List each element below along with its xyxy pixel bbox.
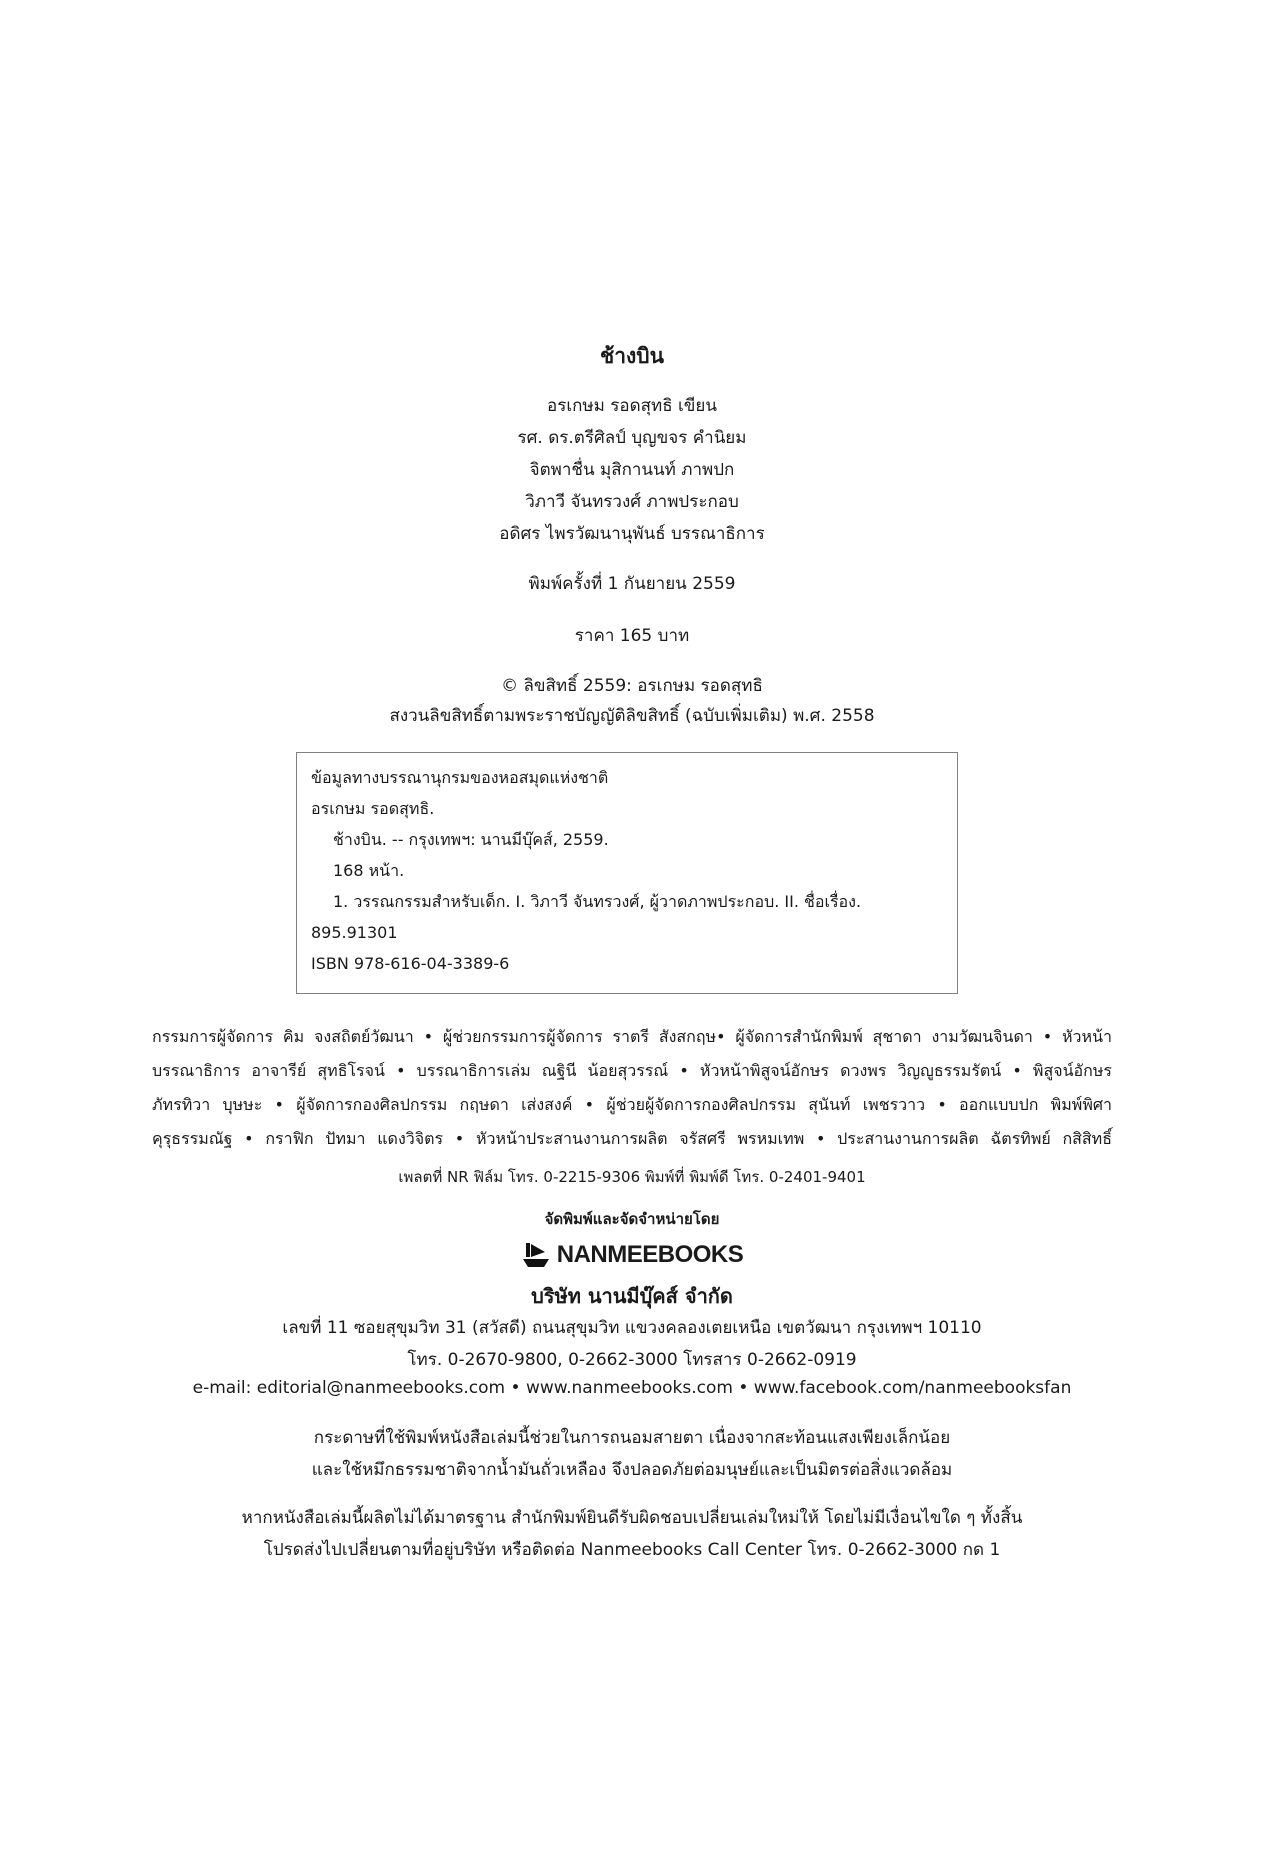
copyright-line: © ลิขสิทธิ์ 2559: อรเกษม รอดสุทธิ xyxy=(501,676,763,696)
publisher-contacts: e-mail: editorial@nanmeebooks.com • www.nanmeebooks.com • www.facebook.com/nanmeebooksfan xyxy=(192,1378,1072,1398)
staff-line: บรรณาธิการ อาจารีย์ สุทธิโรจน์ • บรรณาธิการเล่ม ณฐินี น้อยสุวรรณ์ • หัวหน้าพิสูจน์อักษร ดวงพร วิญญูธรรมรัตน์ • พิสูจน์อักษร xyxy=(152,1061,1112,1080)
staff-credits xyxy=(152,1020,1112,1156)
credit-cover-art: จิตพาชื่น มุสิกานนท์ ภาพปก xyxy=(529,460,735,480)
edition-line: พิมพ์ครั้งที่ 1 กันยายน 2559 xyxy=(528,574,736,594)
staff-line: กรรมการผู้จัดการ คิม จงสถิตย์วัฒนา • ผู้ช่วยกรรมการผู้จัดการ ราตรี สังสกฤษ• ผู้จัดการสำนักพิมพ์ สุชาดา งามวัฒนจินดา • หัวหน้า xyxy=(152,1027,1112,1046)
publisher-address: เลขที่ 11 ซอยสุขุมวิท 31 (สวัสดี) ถนนสุขุมวิท แขวงคลองเตยเหนือ เขตวัฒนา กรุงเทพฯ 10110 xyxy=(282,1318,982,1338)
credit-illustrations: วิภาวี จันทรวงศ์ ภาพประกอบ xyxy=(525,492,739,512)
staff-line: ภัทรทิวา บุษษะ • ผู้จัดการกองศิลปกรรม กฤษดา เส่งสงค์ • ผู้ช่วยผู้จัดการกองศิลปกรรม สุนันท์ เพชรวาว • ออกแบบปก พิมพ์พิศา xyxy=(152,1095,1112,1114)
credit-author: อรเกษม รอดสุทธิ เขียน xyxy=(546,396,718,416)
cip-title: ช้างบิน. -- กรุงเทพฯ: นานมีบุ๊คส์, 2559. xyxy=(333,830,609,849)
paper-note-line: และใช้หมึกธรรมชาติจากน้ำมันถั่วเหลือง จึงปลอดภัยต่อมนุษย์และเป็นมิตรต่อสิ่งแวดล้อม xyxy=(311,1460,953,1480)
cip-class-number: 895.91301 xyxy=(311,923,398,942)
logo-wordmark: NANMEEBOOKS xyxy=(556,1241,744,1268)
staff-line: คุรุธรรมณัฐ • กราฟิก ปัทมา แดงวิจิตร • หัวหน้าประสานงานการผลิต จรัสศรี พรหมเทพ • ประสานงานการผลิต ฉัตรทิพย์ กสิสิทธิ์ xyxy=(152,1129,1112,1148)
paper-note-line: กระดาษที่ใช้พิมพ์หนังสือเล่มนี้ช่วยในการถนอมสายตา เนื่องจากสะท้อนแสงเพียงเล็กน้อย xyxy=(313,1428,951,1448)
cataloging-in-publication-box xyxy=(296,752,958,994)
publisher-name: บริษัท นานมีบุ๊คส์ จำกัด xyxy=(531,1284,733,1308)
cip-author: อรเกษม รอดสุทธิ. xyxy=(311,799,435,818)
ship-logo-icon xyxy=(521,1240,551,1270)
replacement-note-line: หากหนังสือเล่มนี้ผลิตไม่ได้มาตรฐาน สำนักพิมพ์ยินดีรับผิดชอบเปลี่ยนเล่มใหม่ให้ โดยไม่มีเงื่อนไขใด ๆ ทั้งสิ้น xyxy=(241,1508,1023,1528)
book-title: ช้างบิน xyxy=(600,344,664,368)
replacement-note-line: โปรดส่งไปเปลี่ยนตามที่อยู่บริษัท หรือติดต่อ Nanmeebooks Call Center โทร. 0-2662-3000 กด 1 xyxy=(263,1540,1001,1560)
publisher-logo xyxy=(0,1240,1264,1274)
credit-editor: อดิศร ไพรวัฒนานุพันธ์ บรรณาธิการ xyxy=(499,524,765,544)
cip-pages: 168 หน้า. xyxy=(333,861,405,880)
publisher-caption: จัดพิมพ์และจัดจำหน่ายโดย xyxy=(544,1210,720,1228)
credits-block xyxy=(0,390,1264,550)
cip-heading: ข้อมูลทางบรรณานุกรมของหอสมุดแห่งชาติ xyxy=(311,768,609,787)
cip-isbn: ISBN 978-616-04-3389-6 xyxy=(311,954,510,973)
printing-info: เพลตที่ NR ฟิล์ม โทร. 0-2215-9306 พิมพ์ที่ พิมพ์ดี โทร. 0-2401-9401 xyxy=(398,1168,866,1186)
credit-foreword: รศ. ดร.ตรีศิลป์ บุญขจร คำนิยม xyxy=(517,428,747,448)
publisher-phone: โทร. 0-2670-9800, 0-2662-3000 โทรสาร 0-2662-0919 xyxy=(407,1350,857,1370)
price-line: ราคา 165 บาท xyxy=(574,626,690,646)
rights-line: สงวนลิขสิทธิ์ตามพระราชบัญญัติลิขสิทธิ์ (ฉบับเพิ่มเติม) พ.ศ. 2558 xyxy=(389,706,875,726)
cip-subjects: 1. วรรณกรรมสำหรับเด็ก. I. วิภาวี จันทรวงศ์, ผู้วาดภาพประกอบ. II. ชื่อเรื่อง. xyxy=(333,892,862,911)
